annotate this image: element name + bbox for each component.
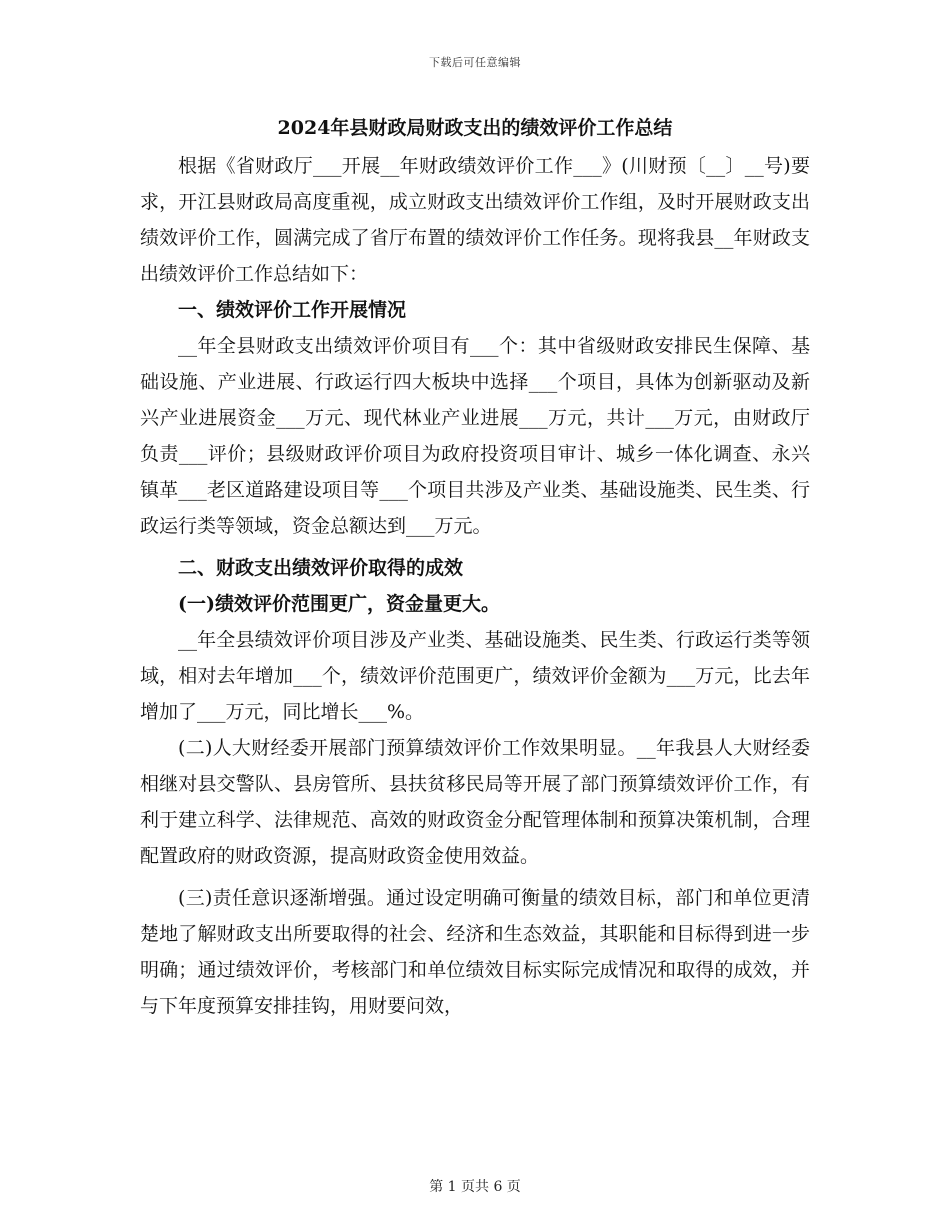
subsection-1-paragraph: __年全县绩效评价项目涉及产业类、基础设施类、民生类、行政运行类等领域，相对去年增加___个，绩效评价范围更广，绩效评价金额为___万元，比去年增加了___万元，同比增长___%。 [140,629,810,723]
section-1-paragraph: __年全县财政支出绩效评价项目有___个：其中省级财政安排民生保障、基础设施、产业进展、行政运行四大板块中选择___个项目，具体为创新驱动及新兴产业进展资金___万元、现代林业产业进展___万元，共计___万元，由财政厅负责___评价；县级财政评价项目为政府投资项目审计、城乡一体化调查、永兴镇革___老区道路建设项目等___个项目共涉及产业类、基础设施类、民生类、行政运行类等领域，资金总额达到___万元。 [140,335,810,537]
header-note: 下载后可任意编辑 [429,56,521,69]
document-body [140,112,810,1024]
document-title: 2024年县财政局财政支出的绩效评价工作总结 [277,117,673,139]
section-1-heading: 一、绩效评价工作开展情况 [178,299,407,321]
section-2-heading: 二、财政支出绩效评价取得的成效 [178,557,464,579]
intro-paragraph: 根据《省财政厅___开展__年财政绩效评价工作___》(川财预〔__〕__号)要求，开江县财政局高度重视，成立财政支出绩效评价工作组，及时开展财政支出绩效评价工作，圆满完成了省厅布置的绩效评价工作任务。现将我县__年财政支出绩效评价工作总结如下： [140,155,810,285]
subsection-1-heading: (一)绩效评价范围更广，资金量更大。 [178,593,500,615]
page-indicator: 第 1 页共 6 页 [429,1179,521,1195]
subsection-2-paragraph: (二)人大财经委开展部门预算绩效评价工作效果明显。__年我县人大财经委相继对县交警队、县房管所、县扶贫移民局等开展了部门预算绩效评价工作，有利于建立科学、法律规范、高效的财政资金分配管理体制和预算决策机制，合理配置政府的财政资源，提高财政资金使用效益。 [140,737,810,867]
subsection-3-paragraph: (三)责任意识逐渐增强。通过设定明确可衡量的绩效目标，部门和单位更清楚地了解财政支出所要取得的社会、经济和生态效益，其职能和目标得到进一步明确；通过绩效评价，考核部门和单位绩效目标实际完成情况和取得的成效，并与下年度预算安排挂钩，用财要问效， [140,887,810,1017]
